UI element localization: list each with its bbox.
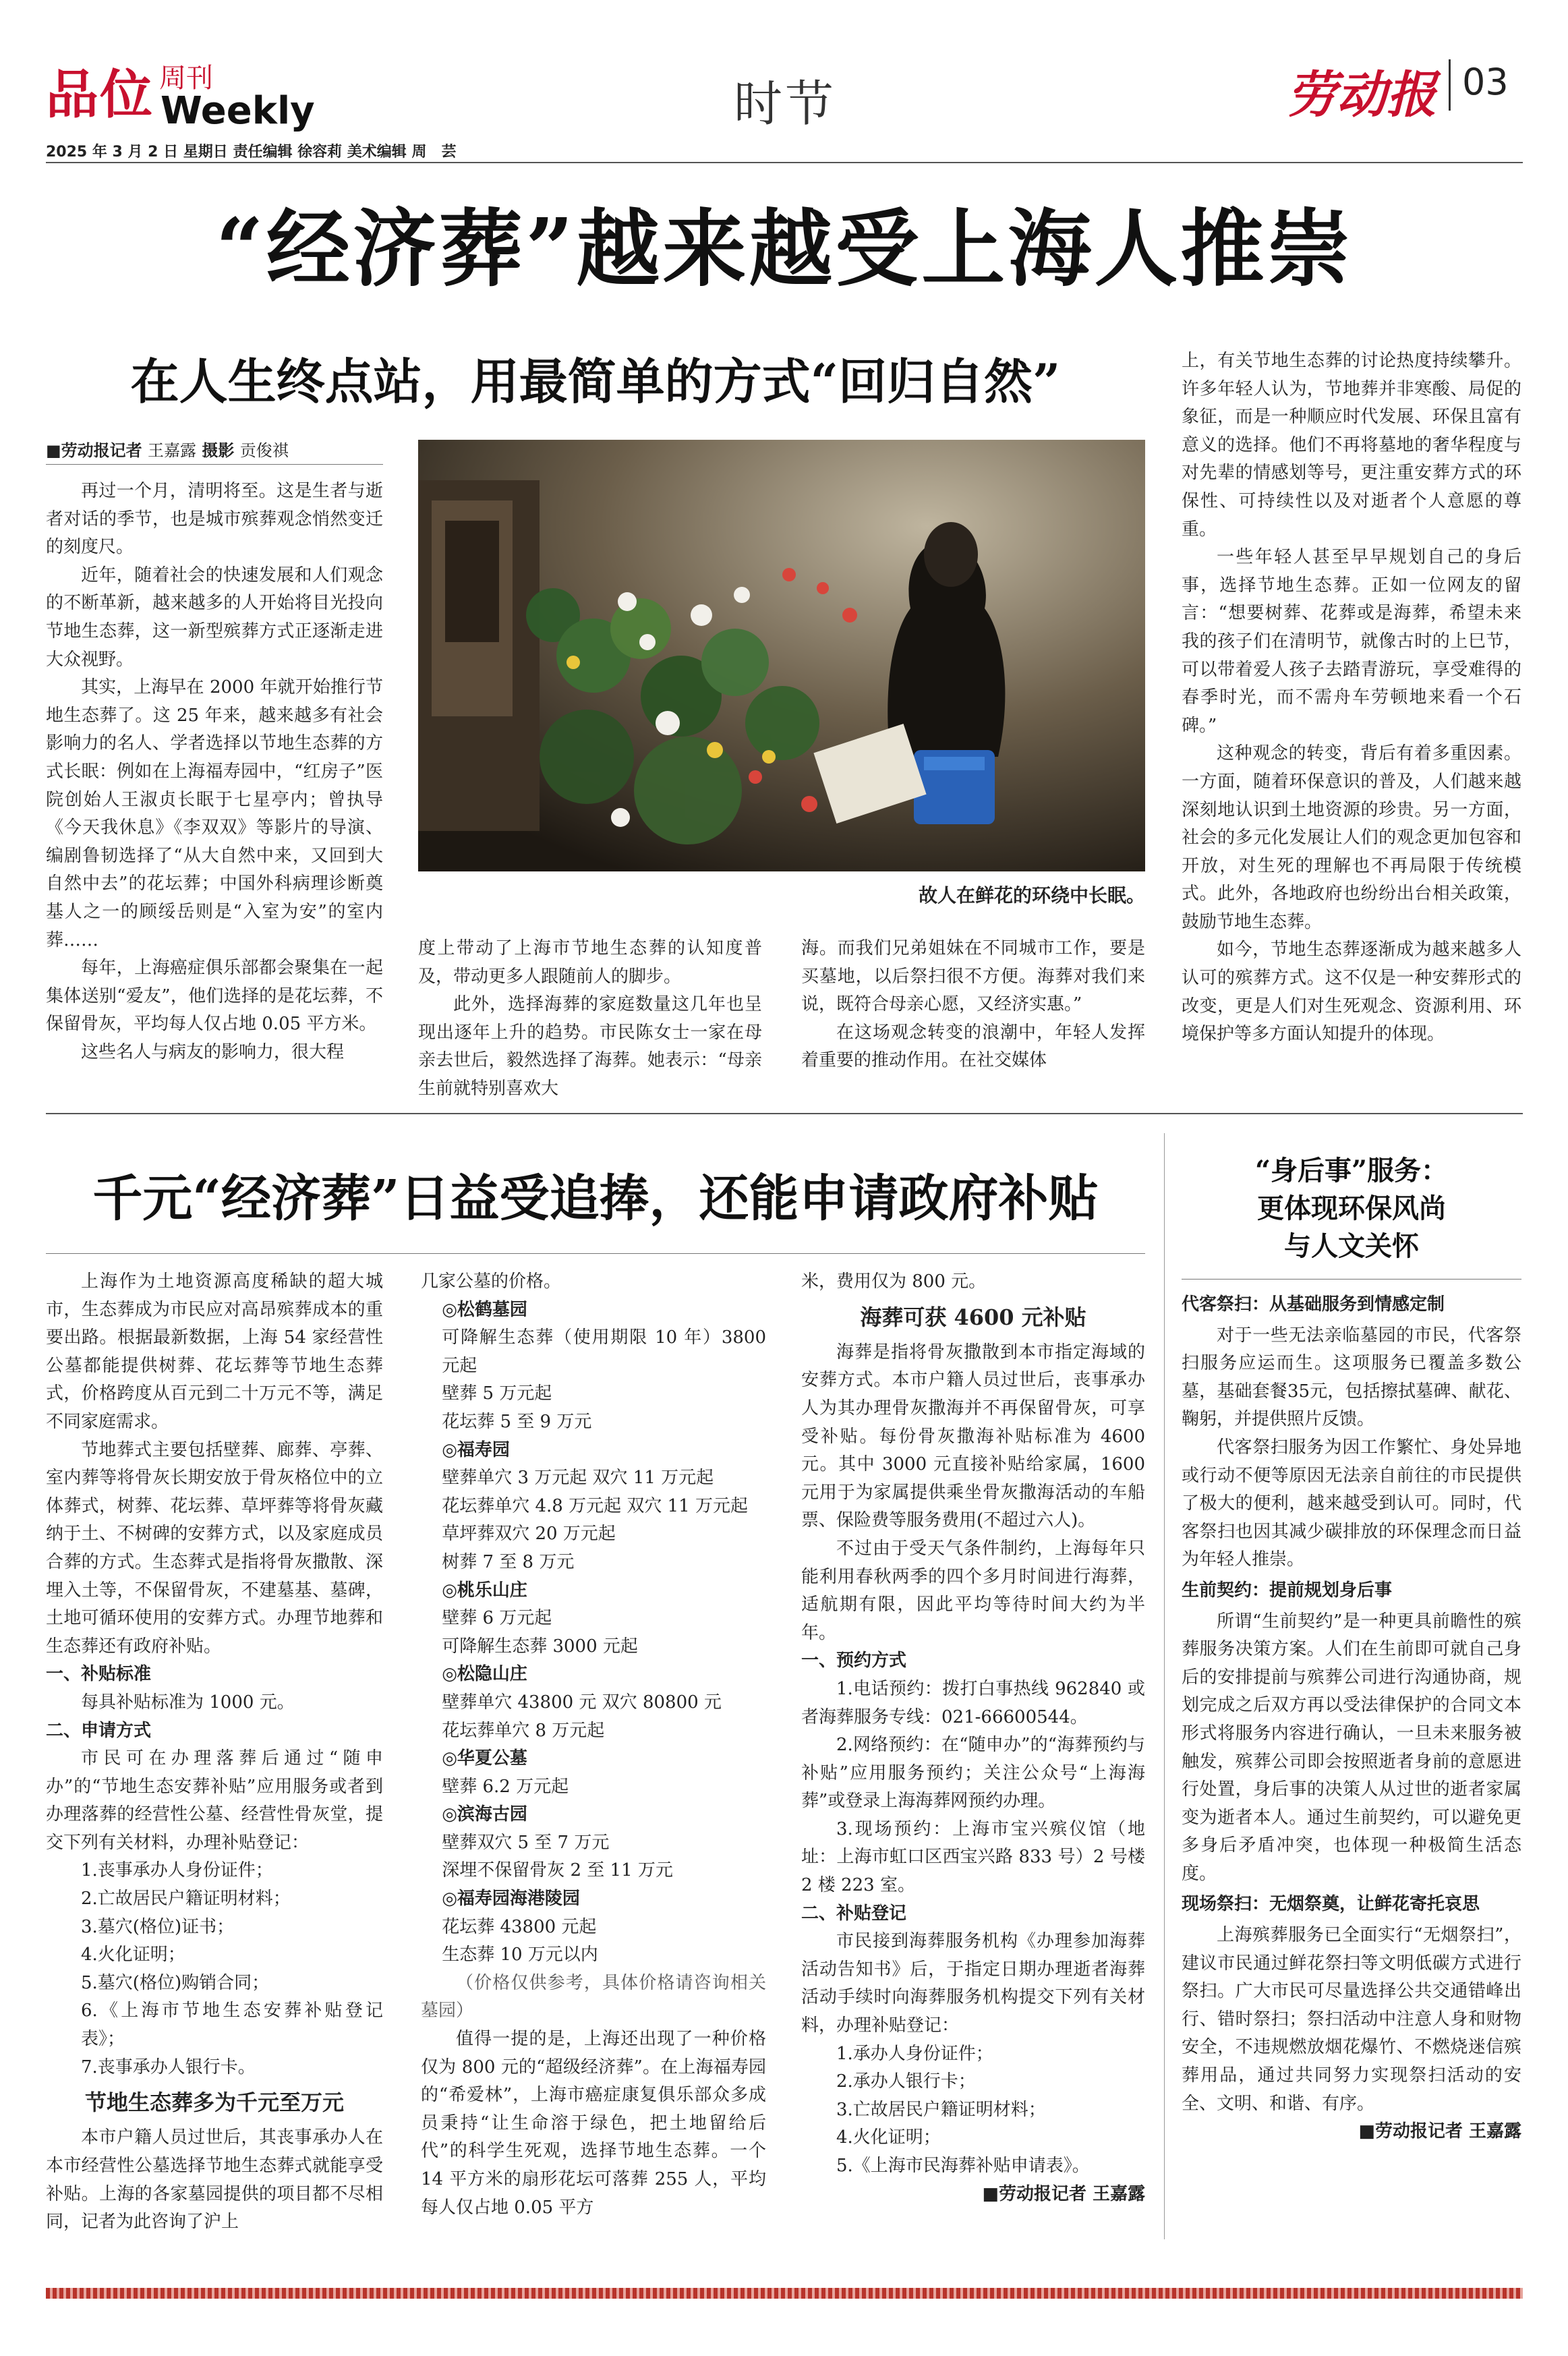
paragraph: 3.现场预约：上海市宝兴殡仪馆（地址：上海市虹口区西宝兴路 833 号）2 号楼 2 楼 223 室。 <box>801 1818 1145 1896</box>
byline-name: 王嘉露 <box>148 441 197 460</box>
article1-col2 <box>418 935 762 1103</box>
paragraph: 壁葬单穴 43800 元 双穴 80800 元 <box>442 1692 722 1713</box>
photo-illustration <box>418 440 1145 871</box>
paragraph: 对于一些无法亲临墓园的市民，代客祭扫服务应运而生。这项服务已覆盖多数公墓，基础套餐35元，包括擦拭墓碑、献花、鞠躬，并提供照片反馈。 <box>1182 1325 1521 1430</box>
paragraph: 这种观念的转变，背后有着多重因素。一方面，随着环保意识的普及，人们越来越深刻地认识到土地资源的珍贵。另一方面，社会的多元化发展让人们的观念更加包容和开放，对生死的理解也不再局限于传统模式。此外，各地政府也纷纷出台相关政策，鼓励节地生态葬。 <box>1182 743 1521 932</box>
article2-title-rule <box>46 1253 1145 1254</box>
paragraph: 在这场观念转变的浪潮中，年轻人发挥着重要的推动作用。在社交媒体 <box>801 1022 1145 1071</box>
paragraph: 米，费用仅为 800 元。 <box>801 1271 987 1292</box>
article1-col3 <box>801 935 1145 1075</box>
cemetery-photo <box>418 440 1145 871</box>
header-divider <box>1449 59 1451 111</box>
byline-label2: 摄影 <box>202 441 235 460</box>
subheading: 节地生态葬多为千元至万元 <box>84 2090 344 2116</box>
subheading: 生前契约：提前规划身后事 <box>1182 1580 1393 1601</box>
paragraph: 花坛葬 43800 元起 <box>442 1916 597 1937</box>
byline-name2: 贡俊祺 <box>239 441 289 460</box>
article2-col1 <box>46 1268 383 2237</box>
paragraph: ◎福寿园 <box>442 1439 510 1460</box>
paragraph: 上，有关节地生态葬的讨论热度持续攀升。许多年轻人认为，节地葬并非寒酸、局促的象征，而是一种顺应时代发展、环保且富有意义的选择。他们不再将墓地的奢华程度与对先辈的情感划等号，更注重安葬方式的环保性、可持续性以及对逝者个人意愿的尊重。 <box>1182 351 1521 540</box>
article1-byline <box>46 437 390 461</box>
brand-kanji: 周刊 <box>159 63 213 94</box>
sidebar-title <box>1182 1152 1521 1265</box>
paragraph: 4.火化证明； <box>81 1945 185 1965</box>
paragraph: 每具补贴标准为 1000 元。 <box>81 1692 295 1713</box>
paragraph: ◎滨海古园 <box>442 1804 527 1825</box>
paragraph: 此外，选择海葬的家庭数量这几年也呈现出逐年上升的趋势。市民陈女士一家在母亲去世后，毅然选择了海葬。她表示：“母亲生前就特别喜欢大 <box>418 994 762 1099</box>
paragraph: 5.墓穴(格位)购销合同； <box>81 1972 270 1993</box>
paragraph: 树葬 7 至 8 万元 <box>442 1551 575 1572</box>
paragraph: 3.墓穴(格位)证书； <box>81 1916 235 1937</box>
subheading: 现场祭扫：无烟祭奠，让鲜花寄托哀思 <box>1182 1894 1480 1915</box>
subheading: 代客祭扫：从基础服务到情感定制 <box>1182 1294 1445 1315</box>
paragraph: 海。而我们兄弟姐妹在不同城市工作，要是买墓地，以后祭扫很不方便。海葬对我们来说，既符合母亲心愿，又经济实惠。” <box>801 938 1145 1015</box>
sidebar-divider <box>1164 1133 1165 2239</box>
paragraph: 草坪葬双穴 20 万元起 <box>442 1524 616 1545</box>
paragraph: 壁葬 6.2 万元起 <box>442 1776 569 1797</box>
paragraph: 度上带动了上海市节地生态葬的认知度普及，带动更多人跟随前人的脚步。 <box>418 938 762 987</box>
paragraph: 一些年轻人甚至早早规划自己的身后事，选择节地生态葬。正如一位网友的留言：“想要树葬、花葬或是海葬，希望未来我的孩子们在清明节，就像古时的上巳节，可以带着爱人孩子去踏青游玩，享受难得的春季时光，而不需舟车劳顿地来看一个石碑。” <box>1182 547 1521 736</box>
paragraph: 2.承办人银行卡； <box>836 2071 976 2092</box>
header-rule <box>46 162 1523 163</box>
page-number: 03 <box>1462 61 1509 103</box>
paragraph: 2.亡故居民户籍证明材料； <box>81 1889 291 1909</box>
brand-english: Weekly <box>161 89 315 133</box>
article1-col4 <box>1182 347 1521 1049</box>
paragraph: 花坛葬单穴 4.8 万元起 双穴 11 万元起 <box>442 1495 748 1516</box>
paragraph: 深埋不保留骨灰 2 至 11 万元 <box>442 1860 673 1881</box>
paragraph: （价格仅供参考，具体价格请咨询相关墓园） <box>421 1972 766 2021</box>
paragraph: 代客祭扫服务为因工作繁忙、身处异地或行动不便等原因无法亲自前往的市民提供了极大的便利，越来越受到认可。同时，代客祭扫也因其减少碳排放的环保理念而日益为年轻人推崇。 <box>1182 1437 1521 1570</box>
article2-title: 千元“经济葬”日益受追捧，还能申请政府补贴 <box>92 1170 1099 1228</box>
byline-label: ■劳动报记者 <box>46 441 142 460</box>
sidebar-title-rule <box>1182 1279 1521 1280</box>
paragraph: 几家公墓的价格。 <box>421 1271 562 1292</box>
paragraph: 1.承办人身份证件； <box>836 2043 993 2064</box>
paragraph: 上海殡葬服务已全面实行“无烟祭扫”，建议市民通过鲜花祭扫等文明低碳方式进行祭扫。广大市民可尽量选择公共交通错峰出行、错时祭扫；祭扫活动中注意人身和财物安全，不违规燃放烟花爆竹、不燃烧迷信殡葬用品，通过共同努力实现祭扫活动的安全、文明、和谐、有序。 <box>1182 1925 1521 2114</box>
byline: ■劳动报记者 王嘉露 <box>982 2183 1145 2204</box>
paragraph: 近年，随着社会的快速发展和人们观念的不断革新，越来越多的人开始将目光投向节地生态葬，这一新型殡葬方式正逐渐走进大众视野。 <box>46 565 383 670</box>
paragraph: 花坛葬单穴 8 万元起 <box>442 1720 605 1741</box>
paragraph: 值得一提的是，上海还出现了一种价格仅为 800 元的“超级经济葬”。在上海福寿园的“希爱林”，上海市癌症康复俱乐部众多成员秉持“让生命溶于绿色，把土地留给后代”的科学生死观，选择节地生态葬。一个 14 平方米的扇形花坛可落葬 255 人，平均每人仅占地 0.05 平方 <box>421 2029 766 2218</box>
subheading: 一、预约方式 <box>801 1650 907 1671</box>
paragraph: 可降解生态葬（使用期限 10 年）3800 元起 <box>442 1327 766 1376</box>
paragraph: 5.《上海市民海葬补贴申请表》。 <box>836 2156 1090 2176</box>
paragraph: ◎松隐山庄 <box>442 1664 527 1685</box>
sidebar-title-line: “身后事”服务： <box>1254 1155 1448 1186</box>
article2-col3 <box>801 1268 1145 2208</box>
paragraph: 本市户籍人员过世后，其丧事承办人在本市经营性公墓选择节地生态葬式就能享受补贴。上海的各家墓园提供的项目都不尽相同，记者为此咨询了沪上 <box>46 2127 383 2233</box>
paragraph: 7.丧事承办人银行卡。 <box>81 2057 256 2077</box>
paragraph: 4.火化证明； <box>836 2127 941 2148</box>
paragraph: 1.电话预约：拨打白事热线 962840 或者海葬服务专线：021-66600544。 <box>801 1678 1145 1727</box>
sidebar-body <box>1182 1288 1521 2146</box>
dateline: 2025 年 3 月 2 日 星期日 责任编辑 徐容莉 美术编辑 周 芸 <box>46 144 457 161</box>
article1-title: 在人生终点站，用最简单的方式“回归自然” <box>130 353 1061 410</box>
newspaper-logo: 劳动报 <box>1287 66 1436 124</box>
page-title: “经济葬”越来越受上海人推崇 <box>215 200 1354 298</box>
subheading: 二、补贴登记 <box>801 1903 907 1924</box>
byline-rule <box>46 464 383 465</box>
paragraph: 这些名人与病友的影响力，很大程 <box>81 1041 345 1062</box>
paragraph: 可降解生态葬 3000 元起 <box>442 1636 638 1657</box>
byline: ■劳动报记者 王嘉露 <box>1358 2121 1521 2142</box>
paragraph: 1.丧事承办人身份证件； <box>81 1860 273 1881</box>
paragraph: ◎松鹤墓园 <box>442 1299 527 1320</box>
paragraph: 6.《上海市节地生态安葬补贴登记表》； <box>81 2001 383 2050</box>
paragraph: 壁葬单穴 3 万元起 双穴 11 万元起 <box>442 1468 714 1489</box>
paragraph: 海葬是指将骨灰撒散到本市指定海域的安葬方式。本市户籍人员过世后，丧事承办人为其办理骨灰撒海并不再保留骨灰，可享受补贴。每份骨灰撒海补贴标准为 4600 元。其中 3000 元直接补贴给家属，1600 元用于为家属提供乘坐骨灰撒海活动的车船票、保险费等服务费用(不超过六人)。 <box>801 1342 1145 1531</box>
paragraph: 节地葬式主要包括壁葬、廊葬、亭葬、室内葬等将骨灰长期安放于骨灰格位中的立体葬式，树葬、花坛葬、草坪葬等将骨灰藏纳于土、不树碑的安葬方式，以及家庭成员合葬的方式。生态葬式是指将骨灰撒散、深埋入土等，不保留骨灰，不建墓基、墓碑，土地可循环使用的安葬方式。办理节地葬和生态葬还有政府补贴。 <box>46 1439 383 1657</box>
paragraph: 其实，上海早在 2000 年就开始推行节地生态葬了。这 25 年来，越来越多有社会影响力的名人、学者选择以节地生态葬的方式长眠：例如在上海福寿园中，“红房子”医院创始人王淑贞长眠于七星亭内；曾执导《今天我休息》《李双双》等影片的导演、编剧鲁韧选择了“从大自然中来，又回到大自然中去”的花坛葬；中国外科病理诊断奠基人之一的顾绥岳则是“入室为安”的室内葬…… <box>46 677 383 950</box>
paragraph: ◎福寿园海港陵园 <box>442 1889 580 1909</box>
paragraph: 所谓“生前契约”是一种更具前瞻性的殡葬服务决策方案。人们在生前即可就自己身后的安排提前与殡葬公司进行沟通协商，规划完成之后双方再以受法律保护的合同文本形式将服务内容进行确认，一旦未来服务被触发，殡葬公司即会按照逝者身前的意愿进行处置，身后事的决策人从过世的逝者家属变为逝者本人。通过生前契约，可以避免更多身后矛盾冲突，也体现一种极简生活态度。 <box>1182 1611 1521 1884</box>
paragraph: ◎华夏公墓 <box>442 1748 527 1769</box>
paragraph: 3.亡故居民户籍证明材料； <box>836 2099 1046 2120</box>
footer-bar <box>46 2288 1523 2299</box>
brand-logo: 品位 <box>46 65 154 125</box>
section-rule <box>46 1113 1523 1114</box>
paragraph: 壁葬双穴 5 至 7 万元 <box>442 1832 610 1853</box>
paragraph: 花坛葬 5 至 9 万元 <box>442 1411 592 1432</box>
article1-col1 <box>46 478 383 1066</box>
paragraph: 市民可在办理落葬后通过“随申办”的“节地生态安葬补贴”应用服务或者到办理落葬的经营性公墓、经营性骨灰堂，提交下列有关材料，办理补贴登记： <box>46 1748 383 1853</box>
paragraph: 不过由于受天气条件制约，上海每年只能利用春秋两季的四个多月时间进行海葬，适航期有限，因此平均等待时间大约为半年。 <box>801 1538 1145 1643</box>
article2-col2 <box>421 1268 766 2222</box>
paragraph: 壁葬 6 万元起 <box>442 1608 552 1629</box>
subheading: 一、补贴标准 <box>46 1664 152 1685</box>
paragraph: 生态葬 10 万元以内 <box>442 1945 598 1965</box>
section-name: 时节 <box>734 76 837 132</box>
paragraph: 每年，上海癌症俱乐部都会聚集在一起集体送别“爱友”，他们选择的是花坛葬，不保留骨灰，平均每人仅占地 0.05 平方米。 <box>46 958 383 1035</box>
paragraph: 壁葬 5 万元起 <box>442 1383 552 1404</box>
subheading: 二、申请方式 <box>46 1720 152 1741</box>
paragraph: 再过一个月，清明将至。这是生者与逝者对话的季节，也是城市殡葬观念悄然变迁的刻度尺。 <box>46 481 383 558</box>
paragraph: 如今，节地生态葬逐渐成为越来越多人认可的殡葬方式。这不仅是一种安葬形式的改变，更是人们对生死观念、资源利用、环境保护等多方面认知提升的体现。 <box>1182 940 1521 1045</box>
paragraph: 市民接到海葬服务机构《办理参加海葬活动告知书》后，于指定日期办理逝者海葬活动手续时向海葬服务机构提交下列有关材料，办理补贴登记： <box>801 1931 1145 2036</box>
subheading: 海葬可获 4600 元补贴 <box>860 1304 1086 1330</box>
sidebar-title-line: 更体现环保风尚 <box>1257 1193 1446 1224</box>
paragraph: 上海作为土地资源高度稀缺的超大城市，生态葬成为市民应对高昂殡葬成本的重要出路。根据最新数据，上海 54 家经营性公墓都能提供树葬、花坛葬等节地生态葬式，价格跨度从百元到二十万元不等，满足不同家庭需求。 <box>46 1271 383 1432</box>
paragraph: ◎桃乐山庄 <box>442 1580 527 1601</box>
photo-caption: 故人在鲜花的环绕中长眠。 <box>918 884 1145 907</box>
paragraph: 2.网络预约：在“随申办”的“海葬预约与补贴”应用服务预约；关注公众号“上海海葬”或登录上海海葬网预约办理。 <box>801 1735 1145 1812</box>
sidebar-title-line: 与人文关怀 <box>1284 1230 1419 1262</box>
